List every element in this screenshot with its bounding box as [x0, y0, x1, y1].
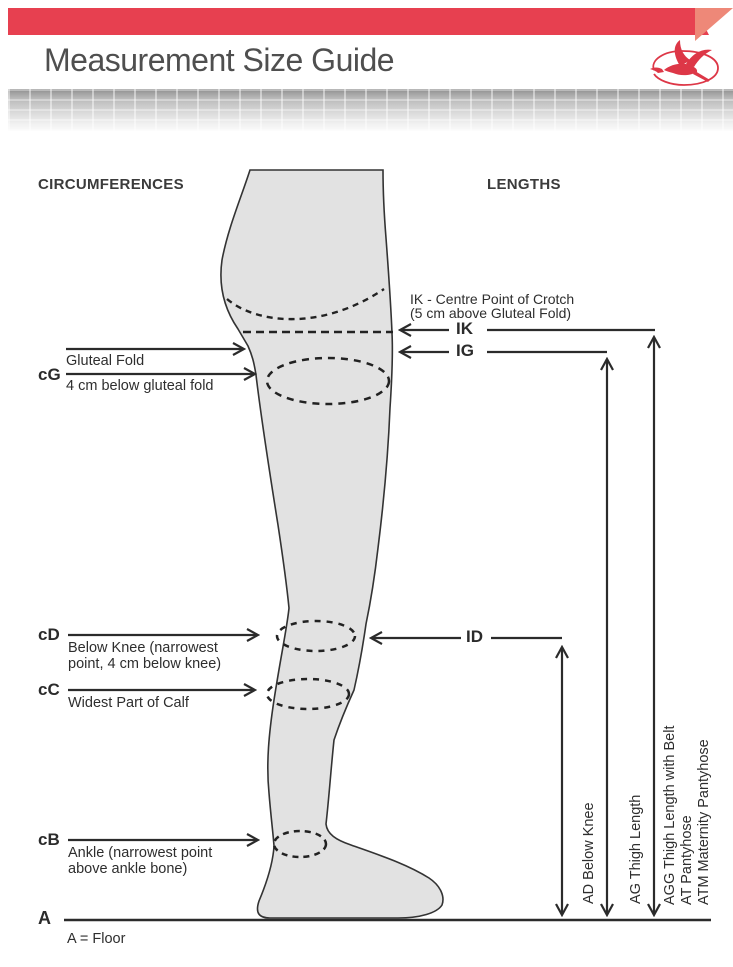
cd-code: cD: [38, 625, 60, 644]
ik-note-line1: IK - Centre Point of Crotch: [410, 291, 575, 307]
ad-length-label: AD Below Knee: [581, 802, 597, 904]
cc-label-line1: Widest Part of Calf: [68, 695, 189, 711]
cd-label-line2: point, 4 cm below knee): [68, 656, 222, 672]
leg-silhouette: [221, 170, 443, 918]
id-code: ID: [466, 627, 483, 646]
cg-code: cG: [38, 365, 61, 384]
cb-label-line1: Ankle (narrowest point: [68, 845, 213, 861]
ig-code: IG: [456, 341, 474, 360]
floor-code: A: [38, 908, 51, 928]
cb-label-line2: above ankle bone): [68, 861, 188, 877]
ik-code: IK: [456, 319, 473, 338]
page-title: Measurement Size Guide: [44, 42, 395, 78]
ik-note-line2: (5 cm above Gluteal Fold): [410, 305, 572, 321]
circumference-arrows: [66, 349, 257, 840]
cc-code: cC: [38, 680, 60, 699]
length-arrows: [372, 330, 655, 638]
cd-label-line1: Below Knee (narrowest: [68, 640, 218, 656]
cg-label-line1: Gluteal Fold: [66, 353, 145, 369]
lengths-header: LENGTHS: [487, 176, 561, 193]
cb-code: cB: [38, 830, 60, 849]
floor-label: A = Floor: [67, 931, 126, 947]
cg-label-line2: 4 cm below gluteal fold: [66, 378, 214, 394]
circumferences-header: CIRCUMFERENCES: [38, 176, 184, 193]
agg-length-label-line3: ATM Maternity Pantyhose: [696, 739, 712, 905]
ag-length-label: AG Thigh Length: [628, 794, 644, 904]
agg-length-label-line1: AGG Thigh Length with Belt: [662, 725, 678, 905]
agg-length-label-line2: AT Pantyhose: [679, 815, 695, 905]
agg-length-label-block: [662, 726, 713, 905]
